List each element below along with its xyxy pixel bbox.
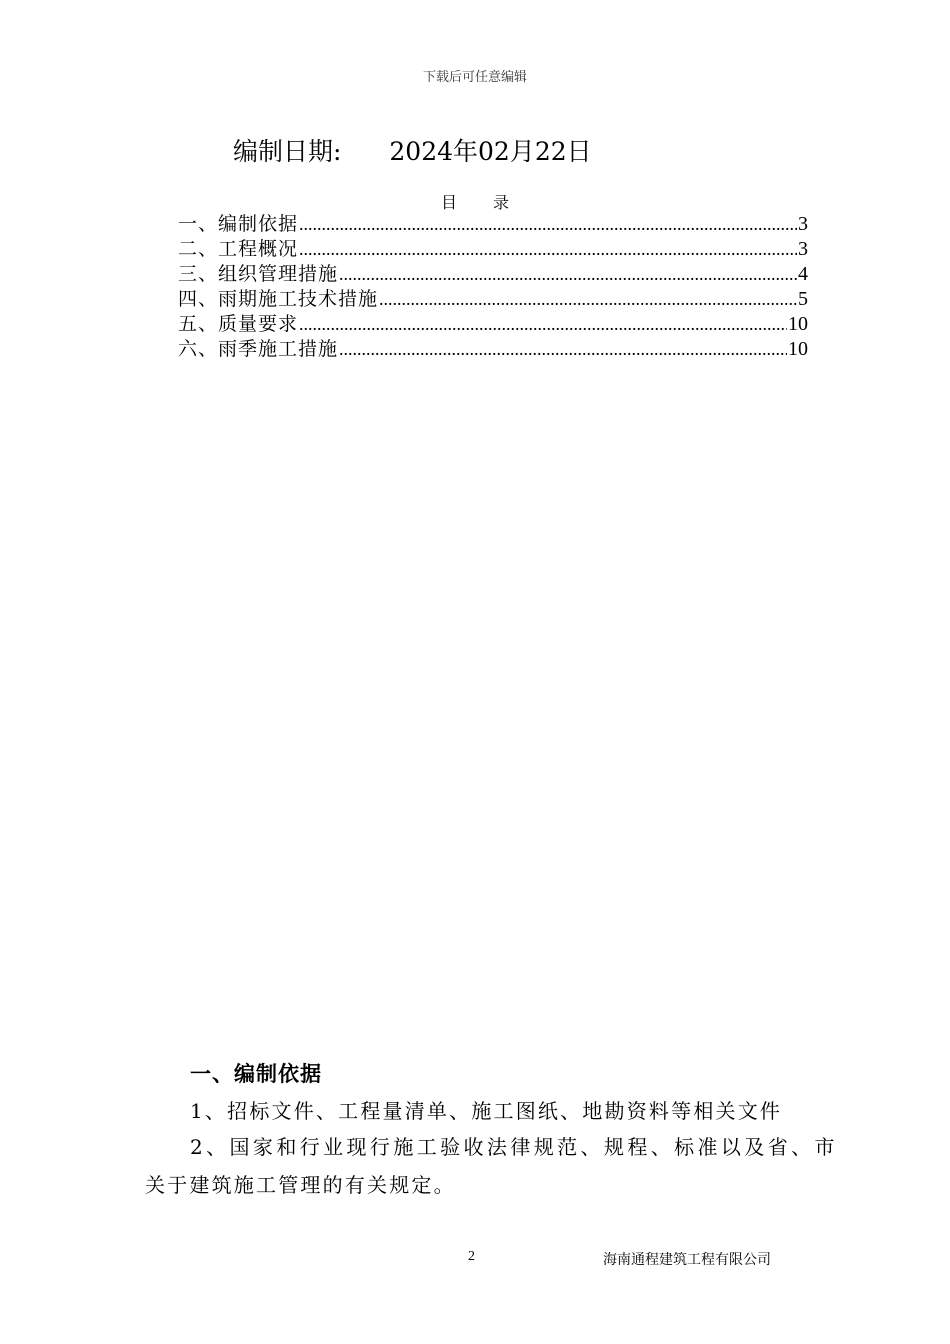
toc-title — [0, 190, 950, 213]
toc-title-right: 录 — [493, 193, 510, 212]
toc-entry-label: 六、雨季施工措施 — [178, 338, 339, 360]
toc-entry-page: 10 — [788, 313, 808, 335]
toc-leader — [339, 262, 797, 287]
compile-date-value: 2024年02月22日 — [389, 137, 592, 166]
section-item: 1、招标文件、工程量清单、施工图纸、地勘资料等相关文件 — [190, 1099, 783, 1123]
section-item-continuation: 关于建筑施工管理的有关规定。 — [145, 1173, 456, 1197]
compile-date — [233, 132, 592, 168]
toc-leader — [379, 287, 797, 312]
section-item: 2、国家和行业现行施工验收法律规范、规程、标准以及省、市 — [190, 1135, 838, 1159]
toc-entry-label: 四、雨期施工技术措施 — [178, 288, 379, 310]
toc-entry-page: 4 — [798, 263, 808, 285]
toc-entry[interactable] — [178, 337, 808, 362]
page-header-note: 下载后可任意编辑 — [422, 70, 527, 85]
toc-entry[interactable] — [178, 287, 808, 312]
toc-entry-label: 一、编制依据 — [178, 213, 299, 235]
toc-entry-page: 5 — [798, 288, 808, 310]
table-of-contents — [178, 212, 808, 362]
toc-entry[interactable] — [178, 212, 808, 237]
toc-entry-label: 二、工程概况 — [178, 238, 299, 260]
toc-entry[interactable] — [178, 262, 808, 287]
footer-company-name: 海南通程建筑工程有限公司 — [603, 1252, 771, 1268]
toc-leader — [299, 237, 797, 262]
toc-entry-label: 五、质量要求 — [178, 313, 299, 335]
toc-entry[interactable] — [178, 312, 808, 337]
toc-leader — [299, 312, 787, 337]
compile-date-label: 编制日期: — [233, 137, 342, 166]
toc-entry-page: 10 — [788, 338, 808, 360]
toc-entry-label: 三、组织管理措施 — [178, 263, 339, 285]
footer-page-number: 2 — [468, 1249, 475, 1264]
section-heading: 一、编制依据 — [190, 1062, 322, 1086]
toc-entry-page: 3 — [798, 238, 808, 260]
toc-leader — [299, 212, 797, 237]
toc-entry-page: 3 — [798, 213, 808, 235]
toc-title-left: 目 — [440, 193, 457, 212]
toc-entry[interactable] — [178, 237, 808, 262]
toc-leader — [339, 337, 787, 362]
